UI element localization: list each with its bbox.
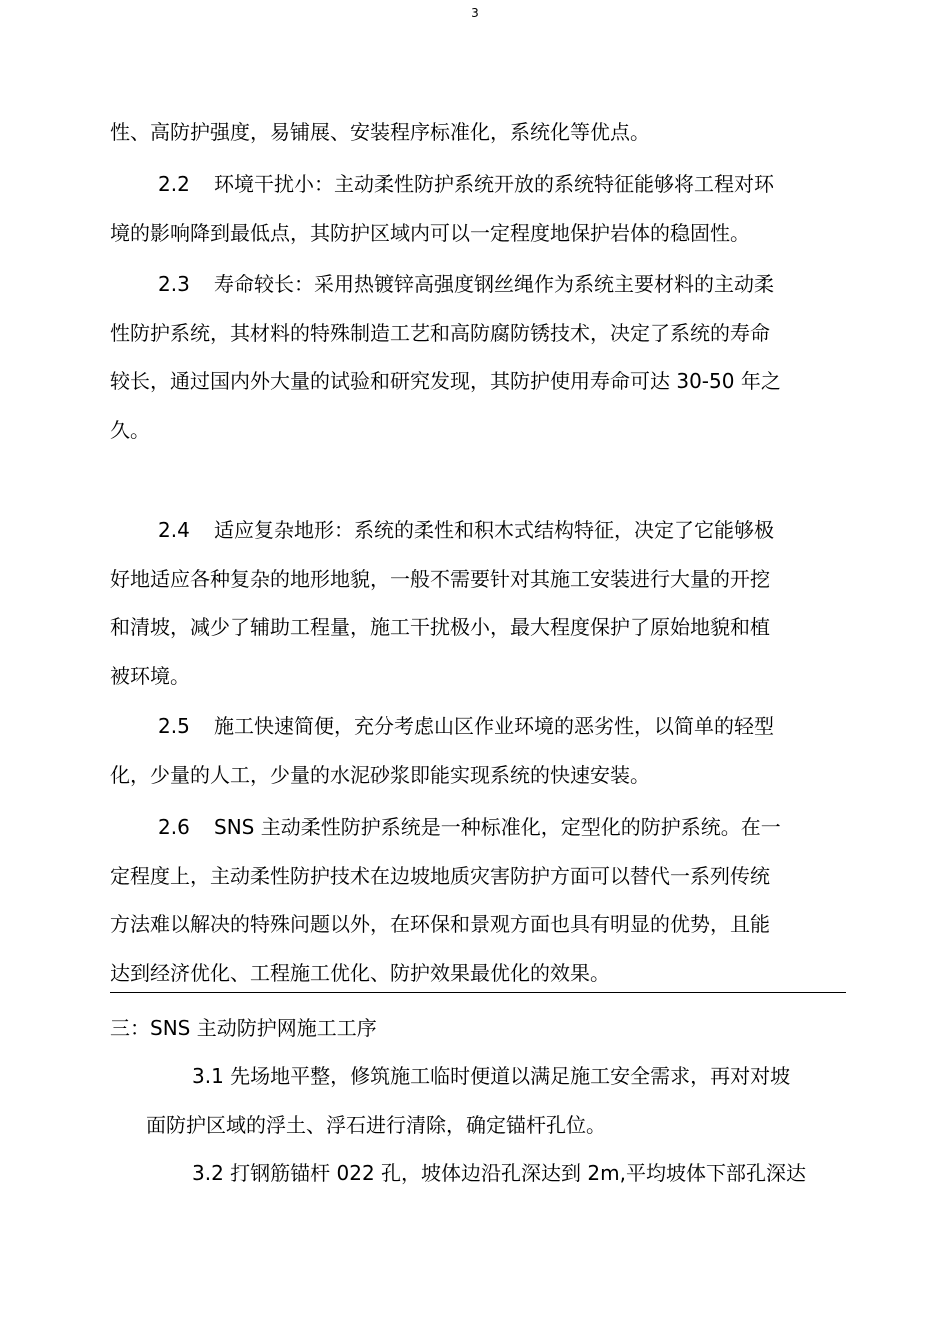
paragraph-2-6 bbox=[110, 803, 845, 997]
text-line: 被环境。 bbox=[110, 663, 190, 688]
section-number: 2.6 bbox=[158, 815, 190, 839]
section-number: 2.5 bbox=[158, 714, 190, 738]
text-line-content: 寿命较长：采用热镀锌高强度钢丝绳作为系统主要材料的主动柔 bbox=[214, 272, 774, 296]
text-line: 3.1 先场地平整，修筑施工临时便道以满足施工安全需求，再对对坡 bbox=[192, 1064, 791, 1088]
paragraph-3-1 bbox=[146, 1052, 846, 1149]
text-line: 3.2 打钢筋锚杆 022 孔，坡体边沿孔深达到 2m,平均坡体下部孔深达 bbox=[192, 1161, 806, 1185]
text-line-content: 环境干扰小：主动柔性防护系统开放的系统特征能够将工程对环 bbox=[214, 172, 774, 196]
text-line: 久。 bbox=[110, 417, 150, 442]
text-line-content: 适应复杂地形：系统的柔性和积木式结构特征，决定了它能够极 bbox=[214, 518, 774, 542]
text-line bbox=[110, 803, 845, 852]
text-line bbox=[110, 702, 845, 751]
paragraph-2-2 bbox=[110, 160, 845, 257]
paragraph-2-4 bbox=[110, 506, 845, 700]
text-line: 化，少量的人工，少量的水泥砂浆即能实现系统的快速安装。 bbox=[110, 762, 650, 787]
text-line-content: 施工快速简便，充分考虑山区作业环境的恶劣性，以简单的轻型 bbox=[214, 714, 774, 738]
paragraph-continuation bbox=[110, 108, 845, 157]
section-number: 2.3 bbox=[158, 272, 190, 296]
section-number: 2.2 bbox=[158, 172, 190, 196]
text-line: 面防护区域的浮土、浮石进行清除，确定锚杆孔位。 bbox=[146, 1112, 606, 1137]
text-line-content: SNS 主动柔性防护系统是一种标准化，定型化的防护系统。在一 bbox=[214, 815, 781, 839]
paragraph-2-5 bbox=[110, 702, 845, 799]
text-line bbox=[110, 260, 845, 309]
text-line: 达到经济优化、工程施工优化、防护效果最优化的效果。 bbox=[110, 960, 610, 985]
text-line: 性、高防护强度，易铺展、安装程序标准化，系统化等优点。 bbox=[110, 120, 650, 144]
text-line: 境的影响降到最低点，其防护区域内可以一定程度地保护岩体的稳固性。 bbox=[110, 220, 750, 245]
section-number: 2.4 bbox=[158, 518, 190, 542]
text-line bbox=[110, 506, 845, 555]
paragraph-3-2 bbox=[146, 1149, 846, 1198]
paragraph-2-3 bbox=[110, 260, 845, 454]
text-line: 和清坡，减少了辅助工程量，施工干扰极小，最大程度保护了原始地貌和植 bbox=[110, 615, 770, 639]
text-line bbox=[110, 160, 845, 209]
text-line: 好地适应各种复杂的地形地貌，一般不需要针对其施工安装进行大量的开挖 bbox=[110, 566, 770, 591]
text-line: 性防护系统，其材料的特殊制造工艺和高防腐防锈技术，决定了系统的寿命 bbox=[110, 320, 770, 345]
horizontal-divider bbox=[110, 992, 846, 993]
page-number: 3 bbox=[471, 6, 479, 20]
text-line: 方法难以解决的特殊问题以外，在环保和景观方面也具有明显的优势，且能 bbox=[110, 912, 770, 936]
text-line: 定程度上，主动柔性防护技术在边坡地质灾害防护方面可以替代一系列传统 bbox=[110, 863, 770, 888]
text-line: 较长，通过国内外大量的试验和研究发现，其防护使用寿命可达 30-50 年之 bbox=[110, 369, 781, 393]
section-heading: 三：SNS 主动防护网施工工序 bbox=[110, 1016, 377, 1040]
